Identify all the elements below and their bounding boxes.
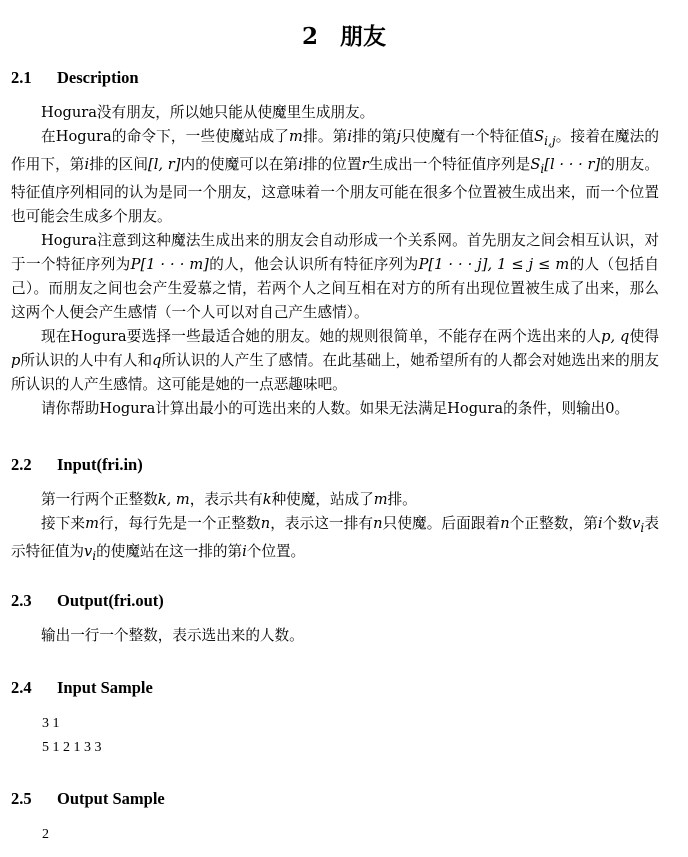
chapter-title [0, 18, 688, 51]
input-sample-line: 5 1 2 1 3 3 [42, 740, 102, 755]
description-paragraph-3: Hogura注意到这种魔法生成出来的朋友会自动形成一个关系网。首先朋友之间会相互认识，对于一个特征序列为P[1 · · · m]的人，他会认识所有特征序列为P[1 · · · j], 1 ≤ j ≤ m的人（包括自己）。而朋友之间也会产生爱慕之情，若两个人之间互相在对方的所有出现位置被生成了出来，那么这两个人便会产生感情（一个人可以对自己产生感情）。 [11, 231, 659, 321]
description-paragraph-1: Hogura没有朋友，所以她只能从使魔里生成朋友。 [41, 104, 375, 121]
section-heading-description: 2.1 Description [11, 68, 139, 87]
output-description-line: 输出一行一个整数，表示选出来的人数。 [41, 627, 304, 644]
description-paragraph-5: 请你帮助Hogura计算出最小的可选出来的人数。如果无法满足Hogura的条件，则输出0。 [41, 399, 630, 417]
section-heading-input: 2.2 Input(fri.in) [11, 455, 143, 474]
input-sample-line: 3 1 [42, 716, 60, 731]
section-heading-input-sample: 2.4 Input Sample [11, 678, 153, 697]
section-heading-output: 2.3 Output(fri.out) [11, 591, 164, 610]
input-description-line-1: 第一行两个正整数k, m，表示共有k种使魔，站成了m排。 [41, 491, 417, 508]
chapter-title-text: 朋友 [340, 23, 386, 50]
output-sample-block [42, 823, 49, 847]
input-description-body [11, 488, 659, 568]
description-paragraph-2: 在Hogura的命令下，一些使魔站成了m排。第i排的第j只使魔有一个特征值$S_{i,j}$。接着在魔法的作用下，第i排的区间[l, r]内的使魔可以在第i排的位置r生成出一个特征值序列是$S_i[l$ · · · r]的朋友。特征值序列相同的认为是同一个朋友，这意味着一个朋友可能在很多个位置被生成出来，而一个位置也可能会生成多个朋友。 [11, 128, 659, 225]
section-heading-output-sample: 2.5 Output Sample [11, 789, 165, 808]
description-body [11, 101, 659, 421]
output-sample-line: 2 [42, 827, 49, 842]
output-description-body [11, 624, 659, 648]
input-sample-block [42, 712, 102, 760]
input-description-line-2: 接下来m行，每行先是一个正整数n，表示这一排有n只使魔。后面跟着n个正整数，第i个数$v_i$表示特征值为$v_i$的使魔站在这一排的第i个位置。 [11, 515, 659, 563]
chapter-number: 2 [301, 23, 318, 50]
description-paragraph-4: 现在Hogura要选择一些最适合她的朋友。她的规则很简单，不能存在两个选出来的人p, q使得p所认识的人中有人和q所认识的人产生了感情。在此基础上，她希望所有的人都会对她选出来的朋友所认识的人产生感情。这可能是她的一点恶趣味吧。 [11, 327, 659, 393]
